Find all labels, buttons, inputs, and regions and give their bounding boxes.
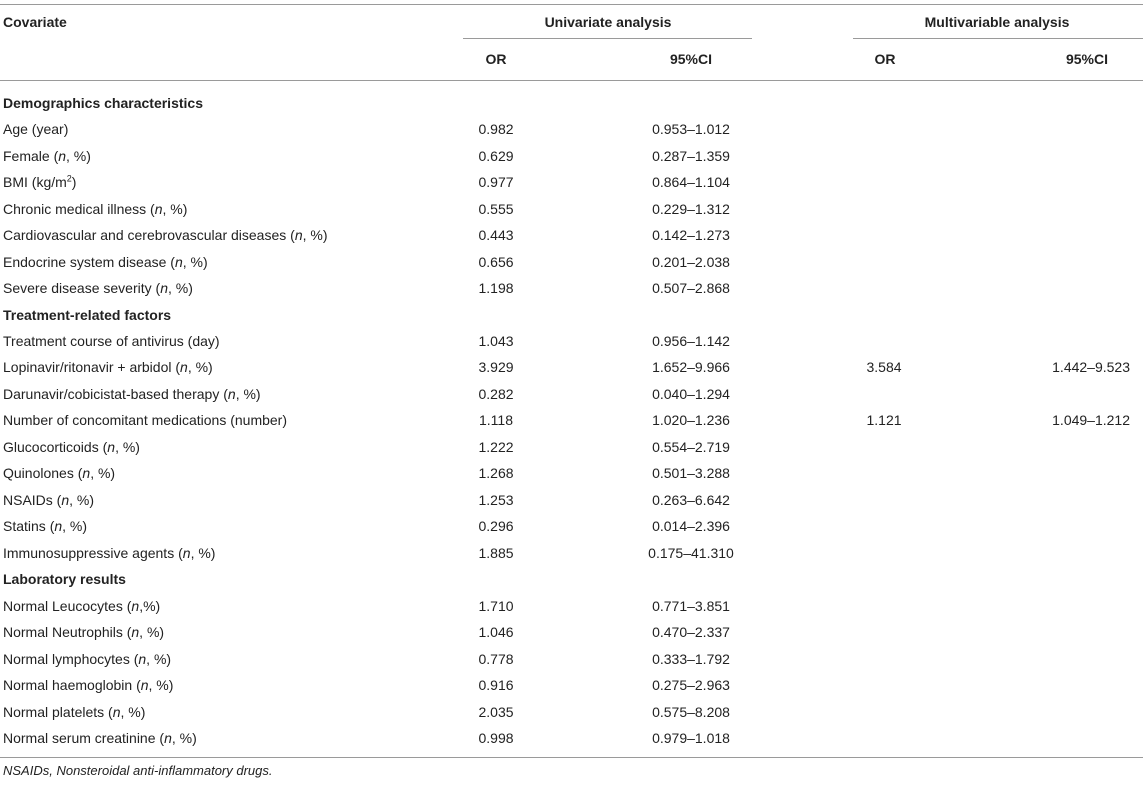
section-treatment: Treatment-related factors: [3, 307, 172, 323]
cell-uni-ci: 0.275–2.963: [652, 677, 730, 693]
cell-uni-or: 0.282: [478, 386, 514, 402]
cell-uni-or: 0.296: [478, 518, 514, 534]
row-label-em: n: [180, 359, 188, 375]
row-label: [3, 386, 261, 403]
cell-uni-ci: 0.040–1.294: [652, 386, 730, 402]
row-label-post: , %): [66, 148, 91, 164]
cell-multi-ci: 1.049–1.212: [1052, 412, 1130, 428]
row-label-pre: Normal serum creatinine (: [3, 730, 165, 746]
cell-uni-ci: 0.263–6.642: [652, 492, 730, 508]
row-label: [3, 254, 208, 271]
cell-uni-ci: 0.956–1.142: [652, 333, 730, 349]
row-label-pre: Glucocorticoids (: [3, 439, 108, 455]
row-label: [3, 677, 173, 694]
cell-uni-or: 1.885: [478, 545, 514, 561]
row-label-pre: Severe disease severity (: [3, 280, 161, 296]
univariate-ci-header: 95%CI: [669, 51, 713, 67]
cell-uni-or: 0.977: [478, 174, 514, 190]
row-label-pre: Normal lymphocytes (: [3, 651, 139, 667]
cell-uni-ci: 0.142–1.273: [652, 227, 730, 243]
row-label-sup: 2: [66, 173, 72, 184]
row-label: [3, 492, 94, 509]
header-bottom-rule: [0, 80, 1143, 81]
row-label-pre: Female (: [3, 148, 59, 164]
row-label: [3, 148, 91, 165]
cell-uni-ci: 0.470–2.337: [652, 624, 730, 640]
row-label-post: , %): [120, 704, 146, 720]
cell-uni-or: 0.998: [478, 730, 514, 746]
row-label-pre: Normal platelets (: [3, 704, 113, 720]
row-label: [3, 439, 140, 456]
row-label-pre: Number of concomitant medications (number): [3, 412, 288, 428]
row-label-post: , %): [90, 465, 116, 481]
row-label: [3, 730, 197, 747]
row-label-post: , %): [146, 651, 172, 667]
row-label-pre: NSAIDs (: [3, 492, 62, 508]
cell-uni-or: 0.916: [478, 677, 514, 693]
cell-uni-ci: 1.020–1.236: [652, 412, 730, 428]
row-label: [3, 333, 220, 350]
cell-uni-or: 1.198: [478, 280, 514, 296]
cell-uni-or: 0.982: [478, 121, 514, 137]
row-label-em: n: [160, 280, 168, 296]
multivariable-ci-header: 95%CI: [1065, 51, 1109, 67]
row-label-tail: ): [71, 174, 77, 190]
row-label-pre: Chronic medical illness (: [3, 201, 155, 217]
univariate-or-header: OR: [485, 51, 507, 67]
row-label-em: n: [131, 598, 140, 614]
row-label: [3, 518, 87, 535]
cell-uni-or: 0.778: [478, 651, 514, 667]
row-label-em: n: [112, 704, 121, 720]
row-label: [3, 280, 193, 297]
cell-uni-or: 1.710: [478, 598, 514, 614]
cell-uni-ci: 0.229–1.312: [652, 201, 730, 217]
cell-uni-ci: 0.953–1.012: [652, 121, 730, 137]
cell-multi-or: 3.584: [866, 359, 902, 375]
table-top-rule: [0, 4, 1143, 5]
row-label-post: , %): [69, 492, 95, 508]
row-label-post: , %): [139, 624, 165, 640]
row-label-pre: Age (year): [3, 121, 69, 137]
cell-uni-or: 0.629: [478, 148, 514, 164]
cell-uni-ci: 0.575–8.208: [652, 704, 730, 720]
multivariable-header: Multivariable analysis: [924, 14, 1070, 30]
row-label: [3, 174, 76, 191]
row-label: [3, 545, 215, 562]
cell-uni-ci: 1.652–9.966: [652, 359, 730, 375]
row-label-em: n: [174, 254, 183, 270]
row-label-post: , %): [115, 439, 140, 455]
cell-uni-ci: 0.287–1.359: [652, 148, 730, 164]
section-laboratory: Laboratory results: [3, 571, 126, 587]
cell-uni-ci: 0.175–41.310: [648, 545, 734, 561]
table-footnote: NSAIDs, Nonsteroidal anti-inflammatory drugs.: [3, 763, 273, 778]
row-label-pre: Normal Leucocytes (: [3, 598, 132, 614]
row-label-em: n: [140, 677, 149, 693]
row-label: [3, 359, 213, 376]
row-label-post: , %): [162, 201, 188, 217]
row-label: [3, 121, 68, 138]
cell-uni-ci: 0.771–3.851: [652, 598, 730, 614]
row-label-post: , %): [235, 386, 261, 402]
row-label-em: n: [154, 201, 163, 217]
row-label-pre: BMI (kg/m: [3, 174, 67, 190]
row-label: [3, 651, 171, 668]
row-label: [3, 598, 160, 615]
row-label-pre: Statins (: [3, 518, 55, 534]
cell-uni-or: 1.222: [478, 439, 514, 455]
cell-uni-ci: 0.507–2.868: [652, 280, 730, 296]
cell-uni-ci: 0.979–1.018: [652, 730, 730, 746]
row-label-post: , %): [62, 518, 88, 534]
row-label-pre: Normal Neutrophils (: [3, 624, 132, 640]
cell-uni-ci: 0.501–3.288: [652, 465, 730, 481]
row-label-pre: Lopinavir/ritonavir + arbidol (: [3, 359, 181, 375]
cell-uni-ci: 0.333–1.792: [652, 651, 730, 667]
cell-uni-or: 1.253: [478, 492, 514, 508]
row-label-pre: Cardiovascular and cerebrovascular diseases (: [3, 227, 295, 243]
cell-uni-or: 1.268: [478, 465, 514, 481]
row-label-pre: Darunavir/cobicistat-based therapy (: [3, 386, 228, 402]
row-label: [3, 227, 328, 244]
row-label-em: n: [227, 386, 236, 402]
row-label-post: , %): [171, 730, 197, 746]
row-label-pre: Endocrine system disease (: [3, 254, 175, 270]
cell-uni-or: 0.555: [478, 201, 514, 217]
row-label-post: , %): [302, 227, 328, 243]
section-demographics: Demographics characteristics: [3, 95, 203, 111]
row-label-em: n: [138, 651, 147, 667]
cell-uni-ci: 0.554–2.719: [652, 439, 730, 455]
row-label-post: , %): [187, 359, 213, 375]
row-label-pre: Treatment course of antivirus (day): [3, 333, 220, 349]
cell-uni-or: 1.118: [479, 412, 513, 428]
cell-uni-or: 0.443: [478, 227, 514, 243]
table-bottom-rule: [0, 757, 1143, 758]
row-label-em: n: [82, 465, 91, 481]
cell-uni-or: 3.929: [478, 359, 514, 375]
cell-uni-or: 1.043: [478, 333, 514, 349]
row-label-em: n: [58, 148, 67, 164]
row-label-post: ,%): [139, 598, 161, 614]
covariate-header: Covariate: [3, 14, 67, 30]
cell-uni-or: 0.656: [478, 254, 514, 270]
row-label-em: n: [294, 227, 303, 243]
row-label-post: , %): [190, 545, 216, 561]
row-label-em: n: [164, 730, 172, 746]
cell-multi-ci: 1.442–9.523: [1052, 359, 1130, 375]
row-label-post: , %): [182, 254, 208, 270]
univariate-header: Univariate analysis: [544, 14, 672, 30]
row-label-post: , %): [167, 280, 193, 296]
cell-uni-or: 2.035: [478, 704, 514, 720]
cell-multi-or: 1.121: [866, 412, 902, 428]
row-label-pre: Quinolones (: [3, 465, 83, 481]
cell-uni-ci: 0.014–2.396: [652, 518, 730, 534]
row-label-em: n: [54, 518, 63, 534]
row-label: [3, 412, 287, 429]
row-label: [3, 624, 164, 641]
cell-uni-or: 1.046: [478, 624, 514, 640]
row-label-pre: Normal haemoglobin (: [3, 677, 141, 693]
row-label-pre: Immunosuppressive agents (: [3, 545, 183, 561]
row-label-em: n: [61, 492, 70, 508]
row-label-em: n: [131, 624, 140, 640]
row-label: [3, 465, 115, 482]
multivariable-or-header: OR: [874, 51, 896, 67]
row-label: [3, 704, 145, 721]
multivariable-underline: [853, 38, 1143, 39]
univariate-underline: [463, 38, 752, 39]
row-label-post: , %): [148, 677, 174, 693]
cell-uni-ci: 0.864–1.104: [652, 174, 730, 190]
row-label: [3, 201, 187, 218]
row-label-em: n: [182, 545, 191, 561]
row-label-em: n: [107, 439, 116, 455]
cell-uni-ci: 0.201–2.038: [652, 254, 730, 270]
